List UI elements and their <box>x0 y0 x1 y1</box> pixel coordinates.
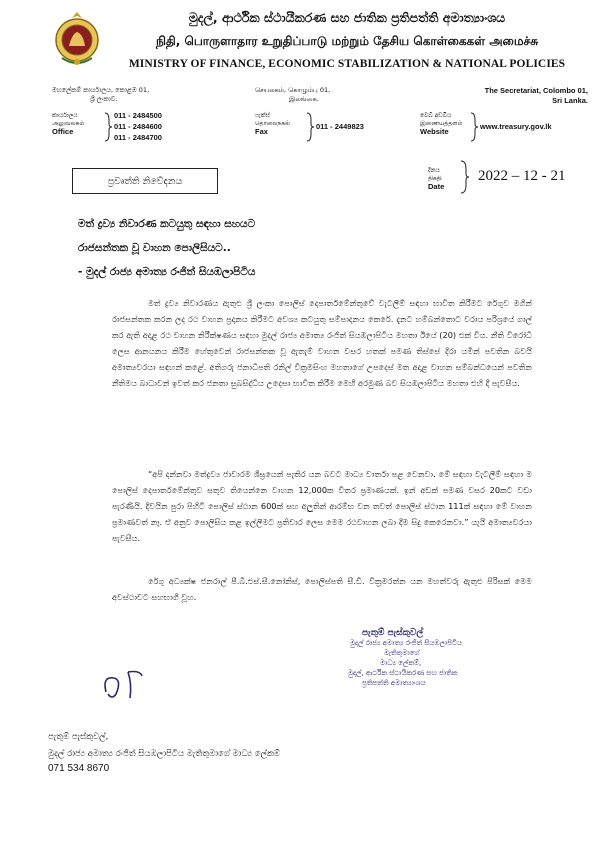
headline-line-3: - මුදල් රාජ්‍ය අමාත්‍ය රංජිත් සියඹලාපිටිය <box>78 266 256 278</box>
headline-line-2: රාජසන්තක වූ වාහන පොලිසියට.. <box>78 242 231 254</box>
sri-lanka-emblem-icon <box>52 10 102 70</box>
address-tamil: செயலகம், கொழும்பு 01, இலங்கை. <box>255 86 331 103</box>
body-paragraph-3: රේගු අධ්‍යක්ෂ ජනරාල් පී.බී.එස්.සී.නෝනිස්, පොලිස්පති සී.ඩී. වික්‍රමරත්න යන මහත්වරු ඇතුළු පිරිසක් මෙම අවස්ථාවට සහභාගී වූහ. <box>112 576 532 602</box>
footer-phone: 071 534 8670 <box>48 763 110 774</box>
address-sinhala: මහලේකම් කාර්යාලය, කොළඹ 01, ශ්‍රී ලංකාව. <box>52 86 150 103</box>
fax-labels: ෆැක්ස් தொலைநகல் Fax <box>255 112 291 136</box>
address-english: The Secretariat, Colombo 01, Sri Lanka. <box>484 86 588 105</box>
press-release-label: ප්‍රවෘත්ති නිවේදනය <box>72 168 218 194</box>
brace-icon <box>460 160 470 194</box>
footer-name: පැතුම් පැස්කුවල්, <box>48 732 109 742</box>
ministry-name-sinhala: මුදල්, ආර්ථික ස්ථායීකරණ සහ ජාතික ප්‍රතිපත්ති අමාත්‍යාංශය <box>188 10 506 25</box>
office-numbers: 011 - 2484500 011 - 2484600 011 - 2484700 <box>114 111 162 142</box>
official-stamp: පැතුම් පැස්කුවල් මුදල් රාජ්‍ය අමාත්‍ය රංජිත් සියඹලාපිටිය මැතිතුමාගේ මාධ්‍ය ලේකම්, මුදල්, ආර්ථික ස්ථායීකරණ සහ ජාතික ප්‍රතිපත්ති අමාත්‍යාංශය <box>348 628 463 687</box>
body-paragraph-2: “අපි දන්නවා මත්ද්‍රව්‍ය ජාවාරම ශීඝ්‍රයෙන් පැතිර යන බවට මාධ්‍ය වාර්තා පළ වෙනවා. මේ සඳහා වැටලීම් සඳහා ම පොලිස් දෙපාර්තමේන්තුව සතුව තියෙන්නෙ වාහන 12,000ක විතර ප්‍රමාණයක්. ඉන් අඩක් පමණ වසර 20කට වඩා පැරණියි. දිවයින පුරා පිහිටි පොලිස් ස්ථාන 600ක් සහ අලුතින් ආරම්භ වන තවත් පොලිස් ස්ථාන 111ක් සඳහා මේ වාහන ප්‍රමාණවත් නෑ. ඒ අනුව පොලිසිය කළ ඉල්ලීමට ප්‍රතිචාර ලෙස මෙම රථවාහන ලබා දීම සිදු කෙරෙනවා.” යැයි අමාත්‍යවරයා පැවසීය. <box>112 469 532 543</box>
body-paragraph-1: මත් ද්‍රව්‍ය නිවාරණය ඇතුළු ශ්‍රී ලංකා පොලිස් දෙපාර්තමේන්තුවේ වැටලීම් සඳහා භාවිත කිරීමට රේගුව මගින් රාජසන්තක කරන ලද රථ වාහන ප්‍රදානය කිරීමට අවශ්‍ය කටයුතු සම්පාදනය කෙරේ. දැනට හම්බන්තොට වරාය පරිශ්‍රයේ ගාල් කර ඇති අදාළ රථ වාහන නිරීක්ෂණය සඳහා මුදල් රාජ්‍ය අමාත්‍ය රංජිත් සියඹලාපිටිය මහතා ඊයේ (20) එක් විය. නීති විරෝධී ලෙස ආනයනය කිරීම හේතුවෙන් රාජසන්තක වූ ඇතැම් වාහන වසර හතක් පමණ තිස්සේ දිරා යමින් පවතින බවයි අමාත්‍යවරයා සඳහන් කළේ. අතිගරු ජනාධිපති රනිල් වික්‍රමසිංහ මහතාගේ උපදෙස් මත අදාළ වාහන සම්බන්ධයෙන් පවතින නීතිමය බාධාවන් ඉවත් කර ජනතා සුබසිද්ධිය උදෙසා භාවිත කිරීම මෙහි අරමුණ බව සියඹලාපිටිය මහතා එහි දී පැවසීය. <box>112 298 532 388</box>
fax-number: 011 - 2449823 <box>316 122 364 131</box>
brace-icon <box>470 112 478 142</box>
headline-line-1: මත් ද්‍රව්‍ය නිවාරණ කටයුතු සඳහා සහයට <box>78 218 256 230</box>
ministry-name-tamil: நிதி, பொருளாதார உறுதிப்பாடு மற்றும் தேசிய கொள்கைகள் அமைச்சு <box>155 34 539 48</box>
office-labels: කාර්යාලය அலுவலகம் Office <box>52 112 85 136</box>
web-labels: වෙබ් අඩවිය இணையத்தளம் Website <box>420 112 463 136</box>
date-labels: දිනය திகதி Date <box>428 167 445 191</box>
ministry-name-english: MINISTRY OF FINANCE, ECONOMIC STABILIZATION & NATIONAL POLICIES <box>128 58 566 70</box>
website-link[interactable]: www.treasury.gov.lk <box>480 122 552 131</box>
brace-icon <box>306 112 314 142</box>
handwritten-signature-icon <box>98 664 168 704</box>
brace-icon <box>104 112 112 142</box>
date-value: 2022 – 12 - 21 <box>478 168 566 184</box>
footer-title: මුදල් රාජ්‍ය අමාත්‍ය රංජිත් සියඹලාපිටිය මැතිතුමාගේ මාධ්‍ය ලේකම් <box>48 749 280 759</box>
